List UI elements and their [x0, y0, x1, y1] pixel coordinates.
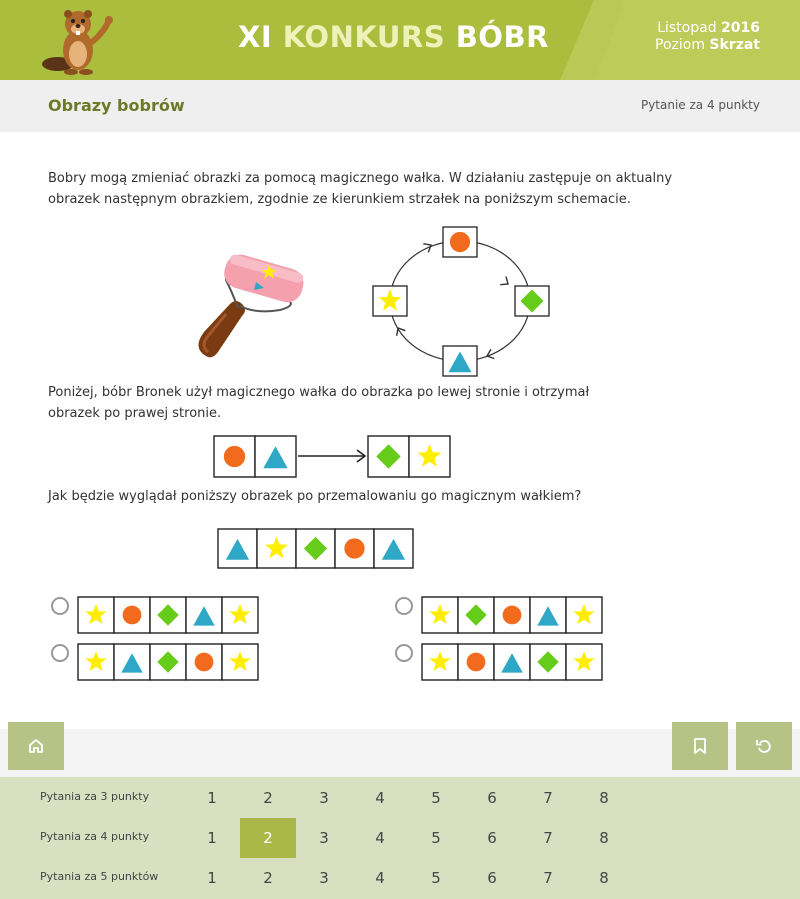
- question-navigation-grid: [0, 777, 800, 899]
- meta-year: 2016: [721, 20, 760, 36]
- circle-icon: [450, 232, 470, 252]
- question-number-button[interactable]: 6: [487, 869, 497, 887]
- answer-radio[interactable]: [51, 597, 69, 615]
- meta-level-label: Poziom: [655, 37, 705, 53]
- question-row: [0, 818, 800, 858]
- answer-picture: [421, 643, 605, 683]
- question-row-label: Pytania za 5 punktów: [40, 870, 159, 883]
- question-number-button[interactable]: 4: [375, 829, 385, 847]
- intro-text: [48, 168, 708, 210]
- title-start: XI: [238, 20, 273, 54]
- circle-icon: [195, 653, 214, 672]
- answer-option[interactable]: [394, 596, 614, 636]
- example-text: [48, 382, 708, 424]
- question-number-button[interactable]: 5: [431, 869, 441, 887]
- question-number-button[interactable]: 1: [207, 829, 217, 847]
- intro-line-1: Bobry mogą zmieniać obrazki za pomocą magicznego wałka. W działaniu zastępuje on aktualny: [48, 171, 673, 186]
- question-row: [0, 778, 800, 818]
- answer-option[interactable]: [50, 643, 270, 683]
- question-number-button[interactable]: 7: [543, 829, 553, 847]
- bookmark-button[interactable]: [672, 722, 728, 770]
- bookmark-icon: [691, 737, 709, 755]
- contest-meta: [655, 20, 760, 54]
- question-row: [0, 858, 800, 898]
- circle-icon: [123, 606, 142, 625]
- answer-picture: [77, 643, 261, 683]
- cycle-path: [390, 241, 530, 361]
- question-row-label: Pytania za 3 punkty: [40, 790, 150, 803]
- circle-icon: [467, 653, 486, 672]
- example-line-2: obrazek po prawej stronie.: [48, 406, 222, 421]
- intro-line-2: obrazek następnym obrazkiem, zgodnie ze kierunkiem strzałek na poniższym schemacie.: [48, 192, 631, 207]
- question-number-button[interactable]: 8: [599, 869, 609, 887]
- circle-icon: [503, 606, 522, 625]
- question-number-button[interactable]: 3: [319, 829, 329, 847]
- task-points: Pytanie za 4 punkty: [640, 98, 760, 112]
- header: [0, 0, 800, 80]
- question-number-button[interactable]: 3: [319, 869, 329, 887]
- answer-picture: [421, 596, 605, 636]
- cycle-arrowhead: [500, 276, 511, 288]
- title-end: BÓBR: [455, 20, 549, 54]
- question-number-button[interactable]: 8: [599, 789, 609, 807]
- meta-month: Listopad: [657, 20, 717, 36]
- cycle-arrowhead: [423, 241, 433, 253]
- example-transformation: [212, 433, 452, 479]
- task-title: Obrazy bobrów: [48, 96, 185, 115]
- circle-icon: [344, 538, 364, 558]
- question-number-button[interactable]: 8: [599, 829, 609, 847]
- question-number-button[interactable]: 4: [375, 789, 385, 807]
- question-number-button[interactable]: 5: [431, 789, 441, 807]
- answer-radio[interactable]: [395, 644, 413, 662]
- task-bar: [0, 80, 800, 132]
- example-line-1: Poniżej, bóbr Bronek użył magicznego wałka do obrazka po lewej stronie i otrzymał: [48, 385, 590, 400]
- beaver-logo: [38, 4, 118, 78]
- question-number-button[interactable]: 2: [263, 869, 273, 887]
- home-icon: [27, 737, 45, 755]
- question-number-button[interactable]: 7: [543, 789, 553, 807]
- question-number-button[interactable]: 1: [207, 789, 217, 807]
- answer-option[interactable]: [394, 643, 614, 683]
- paint-roller-illustration: [186, 248, 310, 364]
- undo-icon: [755, 737, 773, 755]
- answer-option[interactable]: [50, 596, 270, 636]
- question-number-button[interactable]: 6: [487, 789, 497, 807]
- question-row-label: Pytania za 4 punkty: [40, 830, 150, 843]
- question-number-button[interactable]: 1: [207, 869, 217, 887]
- question-number-button[interactable]: 2: [240, 818, 296, 858]
- question-picture: [216, 526, 418, 570]
- question-number-button[interactable]: 3: [319, 789, 329, 807]
- question-number-button[interactable]: 5: [431, 829, 441, 847]
- question-number-button[interactable]: 6: [487, 829, 497, 847]
- transformation-cycle-diagram: [365, 222, 555, 380]
- question-number-button[interactable]: 7: [543, 869, 553, 887]
- answer-radio[interactable]: [51, 644, 69, 662]
- home-button[interactable]: [8, 722, 64, 770]
- contest-title: [238, 20, 549, 54]
- reset-button[interactable]: [736, 722, 792, 770]
- title-middle: KONKURS: [282, 20, 446, 54]
- question-text: Jak będzie wyglądał poniższy obrazek po przemalowaniu go magicznym wałkiem?: [48, 489, 582, 504]
- answer-picture: [77, 596, 261, 636]
- question-number-button[interactable]: 2: [263, 789, 273, 807]
- circle-icon: [224, 446, 245, 467]
- meta-level: Skrzat: [709, 37, 760, 53]
- answer-radio[interactable]: [395, 597, 413, 615]
- question-number-button[interactable]: 4: [375, 869, 385, 887]
